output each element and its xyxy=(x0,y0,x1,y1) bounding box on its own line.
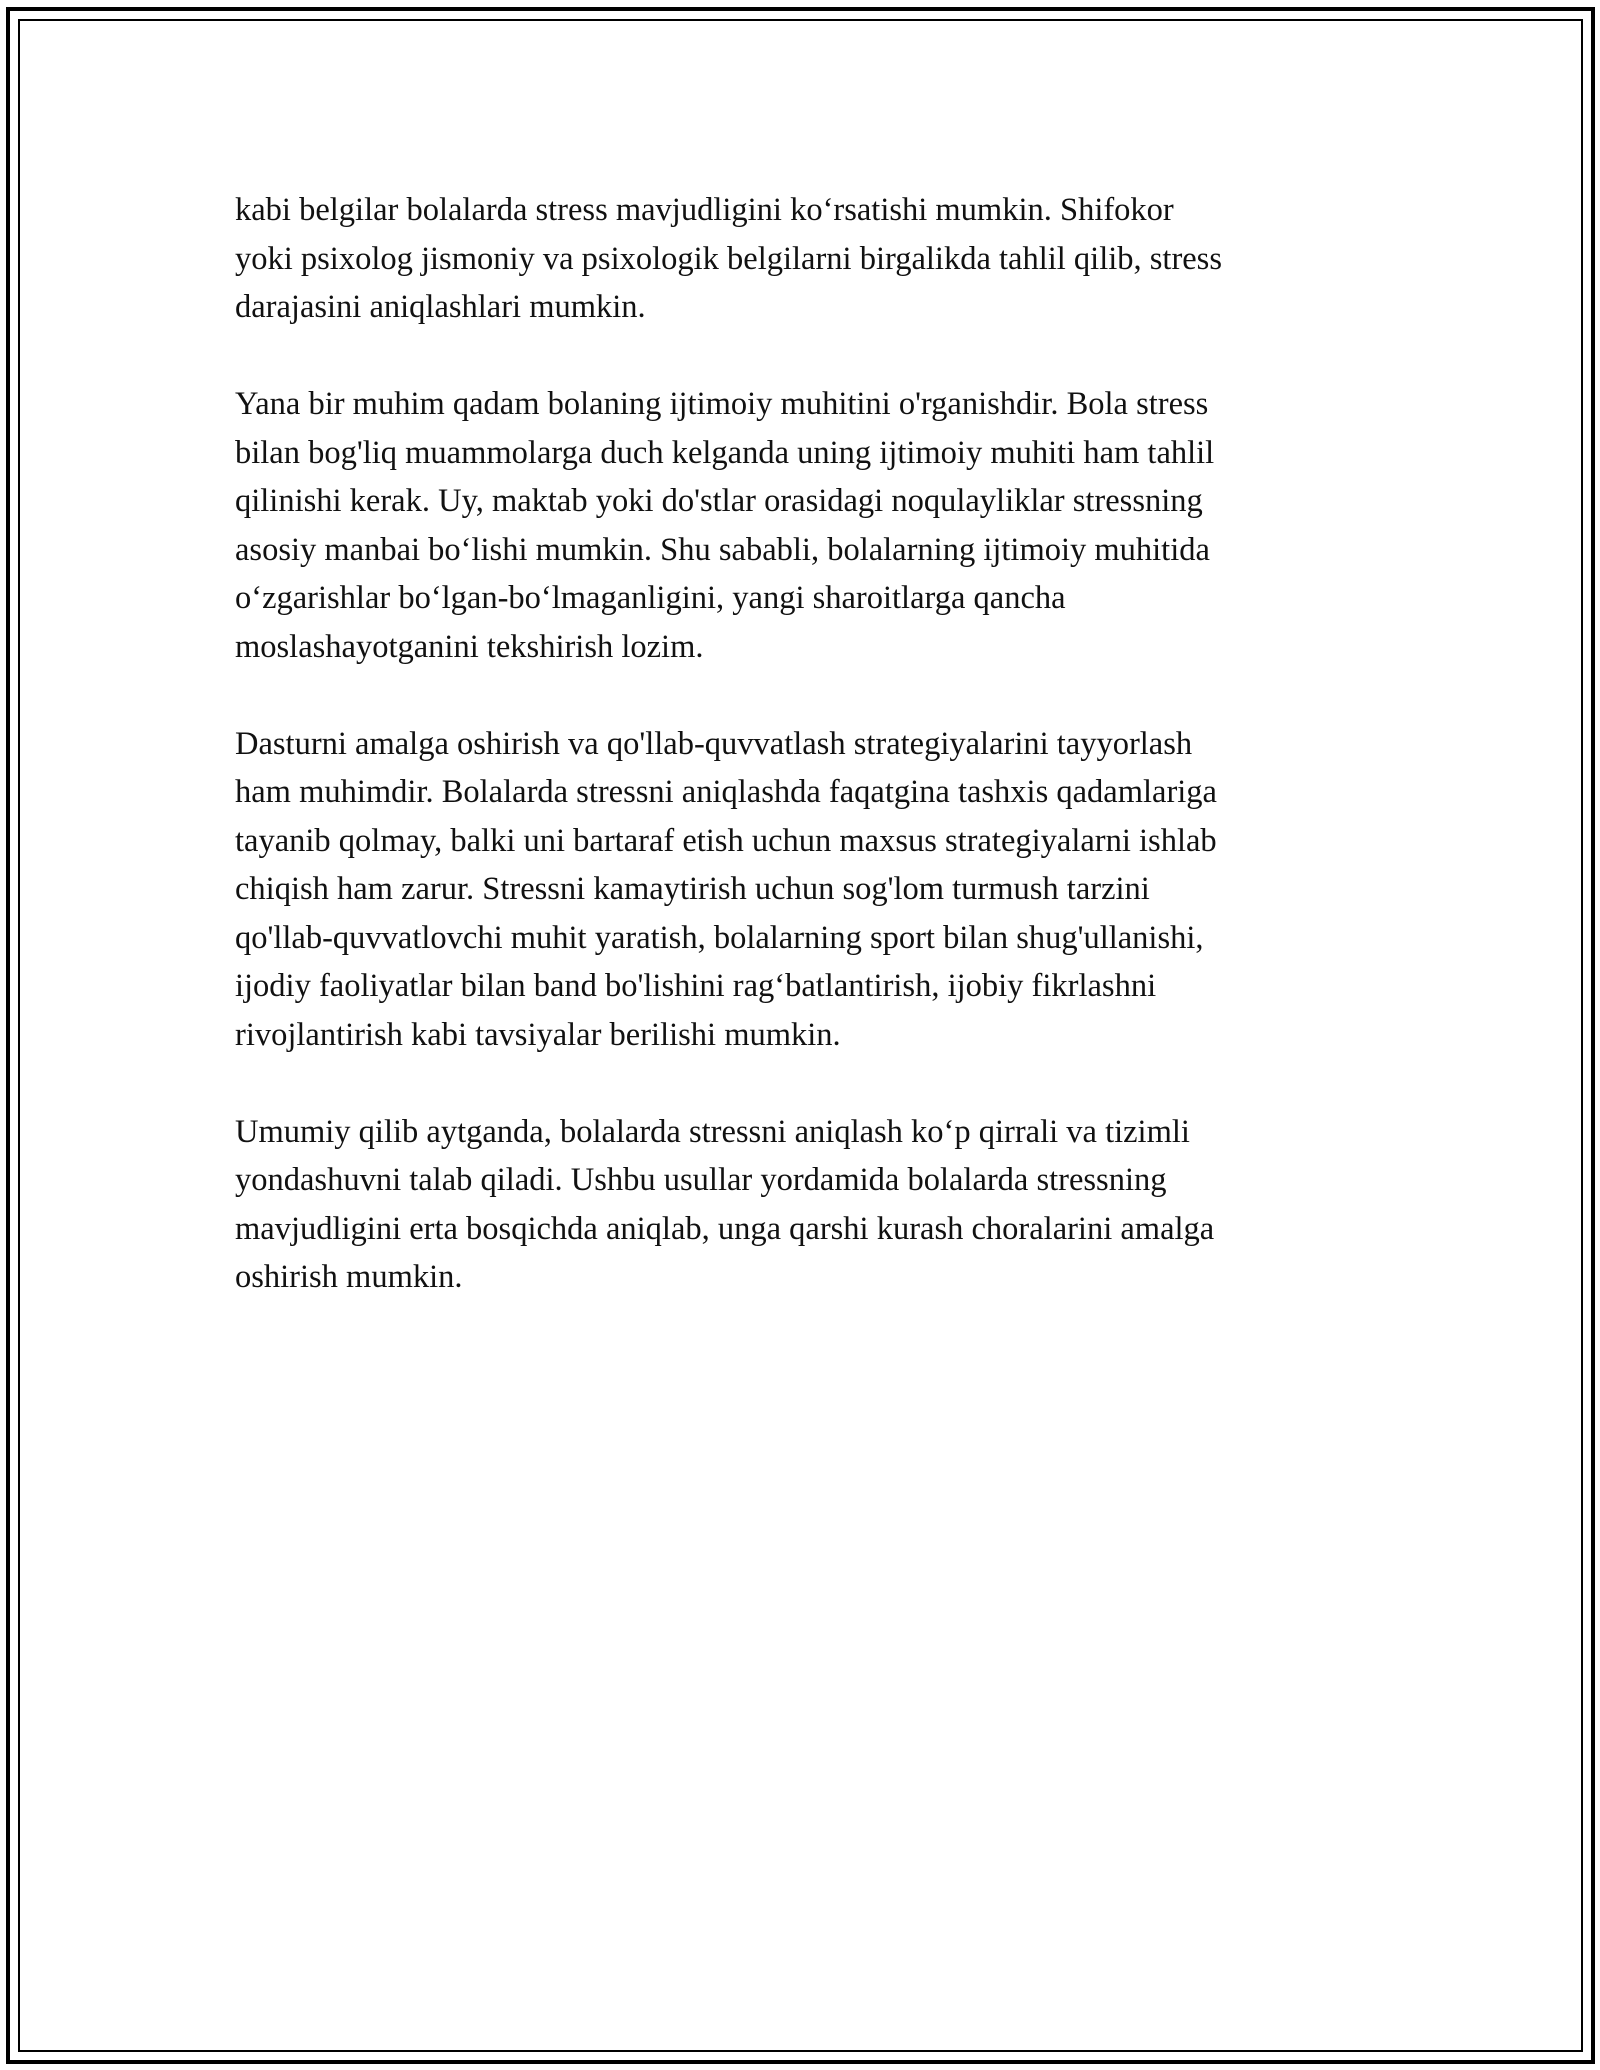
paragraph-stress-signs: kabi belgilar bolalarda stress mavjudligini ko‘rsatishi mumkin. Shifokor yoki psixolog jismoniy va psixologik belgilarni birgalikda tahlil qilib, stress darajasini aniqlashlari mumkin. xyxy=(235,192,1222,325)
paragraph-support-strategies: Dasturni amalga oshirish va qo'llab-quvvatlash strategiyalarini tayyorlash ham muhimdir. Bolalarda stressni aniqlashda faqatgina tashxis qadamlariga tayanib qolmay, balki uni bartaraf etish uchun maxsus strategiyalarni ishlab chiqish ham zarur. Stressni kamaytirish uchun sog'lom turmush tarzini qo'llab-quvvatlovchi muhit yaratish, bolalarning sport bilan shug'ullanishi, ijodiy faoliyatlar bilan band bo'lishini rag‘batlantirish, ijobiy fikrlashni rivojlantirish kabi tavsiyalar berilishi mumkin. xyxy=(235,725,1217,1053)
paragraph-conclusion: Umumiy qilib aytganda, bolalarda stressni aniqlash ko‘p qirrali va tizimli yondashuvni talab qiladi. Ushbu usullar yordamida bolalarda stressning mavjudligini erta bosqichda aniqlab, unga qarshi kurash choralarini amalga oshirish mumkin. xyxy=(235,1113,1215,1295)
document-body xyxy=(235,186,1365,1350)
paragraph-social-environment: Yana bir muhim qadam bolaning ijtimoiy muhitini o'rganishdir. Bola stress bilan bog'liq muammolarga duch kelganda uning ijtimoiy muhiti ham tahlil qilinishi kerak. Uy, maktab yoki do'stlar orasidagi noqulayliklar stressning asosiy manbai bo‘lishi mumkin. Shu sababli, bolalarning ijtimoiy muhitida o‘zgarishlar bo‘lgan-bo‘lmaganligini, yangi sharoitlarga qancha moslashayotganini tekshirish lozim. xyxy=(235,386,1215,665)
